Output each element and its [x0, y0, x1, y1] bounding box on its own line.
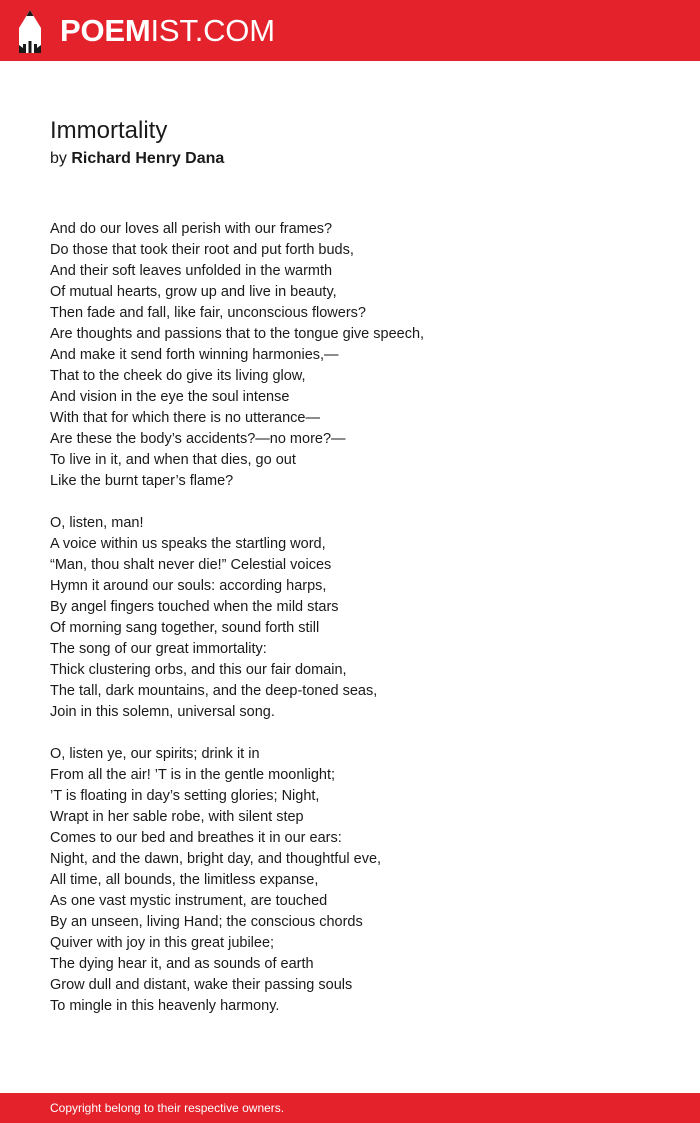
poem-line: The tall, dark mountains, and the deep-toned seas, — [50, 683, 378, 699]
poem-line: O, listen ye, our spirits; drink it in — [50, 746, 260, 762]
poem-byline — [50, 149, 224, 169]
poem-line: And their soft leaves unfolded in the warmth — [50, 263, 333, 279]
poem-line: The song of our great immortality: — [50, 641, 267, 657]
poem-line: To live in it, and when that dies, go out — [50, 452, 296, 468]
poem-line: That to the cheek do give its living glow, — [50, 368, 306, 384]
poem-body — [50, 219, 670, 1038]
poem-line: Hymn it around our souls: according harps, — [50, 578, 327, 594]
poem-line: All time, all bounds, the limitless expanse, — [50, 872, 319, 888]
poem-line: Of mutual hearts, grow up and live in beauty, — [50, 284, 337, 300]
pencil-icon — [16, 9, 44, 53]
site-header — [0, 0, 700, 61]
poem-line: Comes to our bed and breathes it in our ears: — [50, 830, 342, 846]
poem-line: Wrapt in her sable robe, with silent step — [50, 809, 304, 825]
poem-line: Thick clustering orbs, and this our fair domain, — [50, 662, 347, 678]
by-label: by — [50, 150, 67, 167]
poem-stanza — [50, 513, 670, 723]
poem-line: The dying hear it, and as sounds of earth — [50, 956, 314, 972]
poem-line: Night, and the dawn, bright day, and thoughtful eve, — [50, 851, 382, 867]
poem-line: O, listen, man! — [50, 515, 144, 531]
poem-line: Grow dull and distant, wake their passing souls — [50, 977, 353, 993]
poem-line: ’T is floating in day’s setting glories; Night, — [50, 788, 320, 804]
poem-line: And do our loves all perish with our frames? — [50, 221, 333, 237]
brand-light: IST.COM — [150, 13, 275, 48]
poem-line: As one vast mystic instrument, are touched — [50, 893, 328, 909]
site-footer — [0, 1093, 700, 1123]
poem-line: And vision in the eye the soul intense — [50, 389, 290, 405]
poem-stanza — [50, 219, 670, 492]
poem-line: And make it send forth winning harmonies,— — [50, 347, 339, 363]
poem-author: Richard Henry Dana — [71, 150, 225, 167]
poem-line: From all the air! ’T is in the gentle moonlight; — [50, 767, 336, 783]
poem-line: Do those that took their root and put forth buds, — [50, 242, 354, 258]
poem-line: Join in this solemn, universal song. — [50, 704, 275, 720]
poem-line: By angel fingers touched when the mild stars — [50, 599, 339, 615]
poem-title: Immortality — [50, 117, 168, 144]
site-logo[interactable] — [16, 9, 275, 53]
poem-line: Quiver with joy in this great jubilee; — [50, 935, 275, 951]
poem-line: To mingle in this heavenly harmony. — [50, 998, 280, 1014]
poem-line: Like the burnt taper’s flame? — [50, 473, 234, 489]
copyright-notice: Copyright belong to their respective owners. — [50, 1101, 285, 1115]
poem-line: Then fade and fall, like fair, unconscious flowers? — [50, 305, 366, 321]
poem-line: Are thoughts and passions that to the tongue give speech, — [50, 326, 425, 342]
poem-line: “Man, thou shalt never die!” Celestial voices — [50, 557, 332, 573]
poem-line: By an unseen, living Hand; the conscious chords — [50, 914, 363, 930]
poem-line: A voice within us speaks the startling word, — [50, 536, 326, 552]
poem-line: Are these the body’s accidents?—no more?— — [50, 431, 346, 447]
brand-name — [60, 9, 275, 53]
poem-stanza — [50, 744, 670, 1017]
poem-line: With that for which there is no utterance— — [50, 410, 320, 426]
brand-bold: POEM — [60, 13, 151, 48]
poem-line: Of morning sang together, sound forth still — [50, 620, 320, 636]
